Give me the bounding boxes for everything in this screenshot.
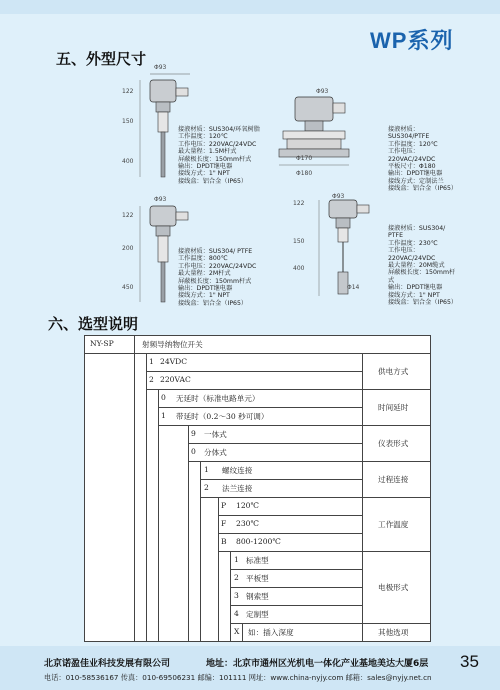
opt-code: 1 — [161, 411, 166, 420]
d4-spec-line: 输出：DPDT继电器 — [388, 284, 443, 292]
section-title-selection: 六、选型说明 — [48, 315, 139, 333]
d1-dim-head: 122 — [122, 88, 134, 95]
d3-dim-shield: 200 — [122, 245, 134, 252]
series-brand: WP系列 — [370, 28, 454, 53]
d2-dim-plate: Φ180 — [296, 170, 313, 177]
opt-desc: 定制型 — [246, 610, 269, 619]
opt-code: 3 — [234, 591, 239, 600]
d1-dim-shield: 150 — [122, 118, 134, 125]
d1-spec-line: 接线方式：1" NPT — [178, 170, 230, 178]
d3-spec-line: 接液材质：SUS304/ PTFE — [178, 248, 253, 255]
opt-code: 1 — [204, 465, 209, 474]
d3-spec-line: 工作温度：800℃ — [178, 255, 228, 263]
d2-spec-line: 工作温度：120℃ — [388, 140, 438, 148]
d4-dim-length: 400 — [293, 265, 305, 272]
d1-spec-line: 工作电压：220VAC/24VDC — [178, 140, 257, 148]
footer-band — [0, 646, 500, 690]
d1-dim-length: 400 — [122, 158, 134, 165]
d4-spec-line: 屏蔽极长度：150mm杆式 — [388, 269, 456, 284]
d4-dim-cable: Φ14 — [347, 284, 360, 291]
d4-spec-line: 接线盒：铝合金（IP65） — [388, 299, 458, 307]
contact-line: 电话：010-58536167 传真：010-69506231 邮编：101111 网址：www.china-nyjy.com 邮箱：sales@nyjy.net.cn — [44, 673, 432, 682]
opt-desc: 标准型 — [246, 556, 269, 565]
ladder-line-5 — [200, 497, 201, 641]
opt-code: 0 — [191, 447, 196, 456]
d2-dim-diameter: Φ93 — [316, 88, 329, 95]
table-header — [84, 335, 430, 354]
page-number: 35 — [460, 652, 479, 671]
d2-spec-line: 接液材质：SUS304/PTFE — [388, 126, 430, 141]
section-title-dimensions: 五、外型尺寸 — [56, 50, 147, 68]
d2-spec-line: 平板尺寸：Φ180 — [388, 163, 436, 171]
opt-desc: 230℃ — [236, 519, 259, 528]
d1-spec-line: 工作温度：120℃ — [178, 133, 228, 141]
ladder-line-3 — [158, 425, 159, 641]
d3-spec-line: 接线方式：1" NPT — [178, 292, 230, 300]
d1-spec-line: 接液材质：SUS304/环氧树脂 — [178, 126, 260, 133]
d3-spec-line: 输出：DPDT继电器 — [178, 285, 233, 293]
ladder-line-2 — [146, 389, 147, 641]
opt-desc: 分体式 — [204, 448, 227, 457]
d1-spec-line: 输出：DPDT继电器 — [178, 163, 233, 171]
d4-dim-head: 122 — [293, 200, 305, 207]
group-working-temperature: 工作温度 — [378, 520, 409, 529]
d1-spec-line: 最大量程：1.5M杆式 — [178, 148, 237, 156]
opt-desc: 无延时（标准电路单元） — [176, 394, 260, 403]
opt-code: 1 — [149, 357, 154, 366]
d2-spec-line: 接线盒：铝合金（IP65） — [388, 185, 458, 193]
company-address: 地址：北京市通州区光机电一体化产业基地美达大厦6层 — [206, 659, 429, 669]
opt-code: 1 — [234, 555, 239, 564]
d2-spec-list — [388, 126, 460, 193]
d3-spec-line: 工作电压：220VAC/24VDC — [178, 262, 257, 270]
d4-dim-diameter: Φ93 — [332, 193, 345, 200]
group-power-supply: 供电方式 — [378, 367, 409, 376]
opt-code: B — [221, 537, 227, 546]
d3-dim-length: 450 — [122, 284, 134, 291]
opt-desc: 120℃ — [236, 501, 259, 510]
drawing-4-cable-type — [305, 192, 385, 304]
opt-code: F — [221, 519, 227, 528]
d2-spec-line: 接线方式：定制法兰 — [388, 177, 444, 185]
d3-dim-head: 122 — [122, 212, 134, 219]
model-code: NY-SP — [90, 339, 114, 348]
d1-spec-line: 屏蔽极长度：150mm杆式 — [178, 155, 252, 163]
top-band — [0, 0, 500, 14]
ladder-line-1 — [134, 353, 135, 641]
d4-dim-shield: 150 — [293, 238, 305, 245]
d2-dim-inner: Φ170 — [296, 155, 313, 162]
d4-spec-line: 工作温度：230℃ — [388, 239, 438, 247]
opt-desc: 钢索型 — [246, 592, 269, 601]
d1-spec-line: 接线盒：铝合金（IP65） — [178, 177, 248, 185]
d4-spec-line: 工作电压：220VAC/24VDC — [388, 247, 436, 262]
d1-spec-list — [178, 126, 260, 185]
opt-desc: 24VDC — [160, 357, 188, 366]
opt-code: 2 — [234, 573, 239, 582]
ladder-line-6 — [218, 551, 219, 641]
opt-desc: 220VAC — [160, 375, 191, 384]
group-instrument-form: 仪表形式 — [378, 439, 409, 448]
group-process-connection: 过程连接 — [378, 475, 409, 484]
drawing-2-plate-type — [275, 85, 385, 180]
dimension-drawings — [60, 60, 460, 305]
opt-code: 0 — [161, 393, 166, 402]
opt-desc: 一体式 — [204, 430, 227, 439]
d3-spec-line: 最大量程：2M杆式 — [178, 270, 231, 278]
ladder-line-7 — [230, 623, 231, 641]
d1-dim-diameter: Φ93 — [154, 64, 167, 71]
group-other-options: 其他选项 — [378, 628, 409, 637]
group-time-delay: 时间延时 — [378, 403, 409, 412]
d4-spec-line: 最大量程：20M缆式 — [388, 262, 445, 270]
opt-code: 9 — [191, 429, 196, 438]
d2-spec-line: 输出：DPDT继电器 — [388, 170, 443, 178]
d4-spec-line: 接线方式：1" NPT — [388, 291, 440, 299]
d4-spec-list — [388, 225, 460, 306]
opt-desc: 平板型 — [246, 574, 269, 583]
opt-code: 4 — [234, 609, 239, 618]
opt-code: P — [221, 501, 227, 510]
ladder-line-4 — [188, 461, 189, 641]
selection-table — [84, 335, 430, 641]
product-name: 射频导纳物位开关 — [142, 340, 203, 349]
opt-desc: 如：插入深度 — [248, 628, 294, 637]
opt-desc: 带延时（0.2～30 秒可调） — [176, 412, 269, 421]
d3-spec-line: 屏蔽极长度：150mm杆式 — [178, 277, 252, 285]
company-name: 北京诺盈佳业科技发展有限公司 — [44, 659, 171, 669]
opt-desc: 螺纹连接 — [222, 466, 253, 475]
d4-spec-line: 接液材质：SUS304/ PTFE — [388, 225, 446, 240]
opt-desc: 法兰连接 — [222, 484, 253, 493]
d3-dim-diameter: Φ93 — [154, 196, 167, 203]
opt-desc: 800-1200℃ — [236, 537, 281, 546]
d2-spec-line: 工作电压：220VAC/24VDC — [388, 148, 436, 163]
opt-code: 2 — [204, 483, 209, 492]
d3-spec-list — [178, 248, 256, 307]
group-electrode-form: 电极形式 — [378, 583, 409, 592]
opt-code: 2 — [149, 375, 154, 384]
opt-code: X — [234, 627, 240, 636]
d3-spec-line: 接线盒：铝合金（IP65） — [178, 299, 248, 307]
